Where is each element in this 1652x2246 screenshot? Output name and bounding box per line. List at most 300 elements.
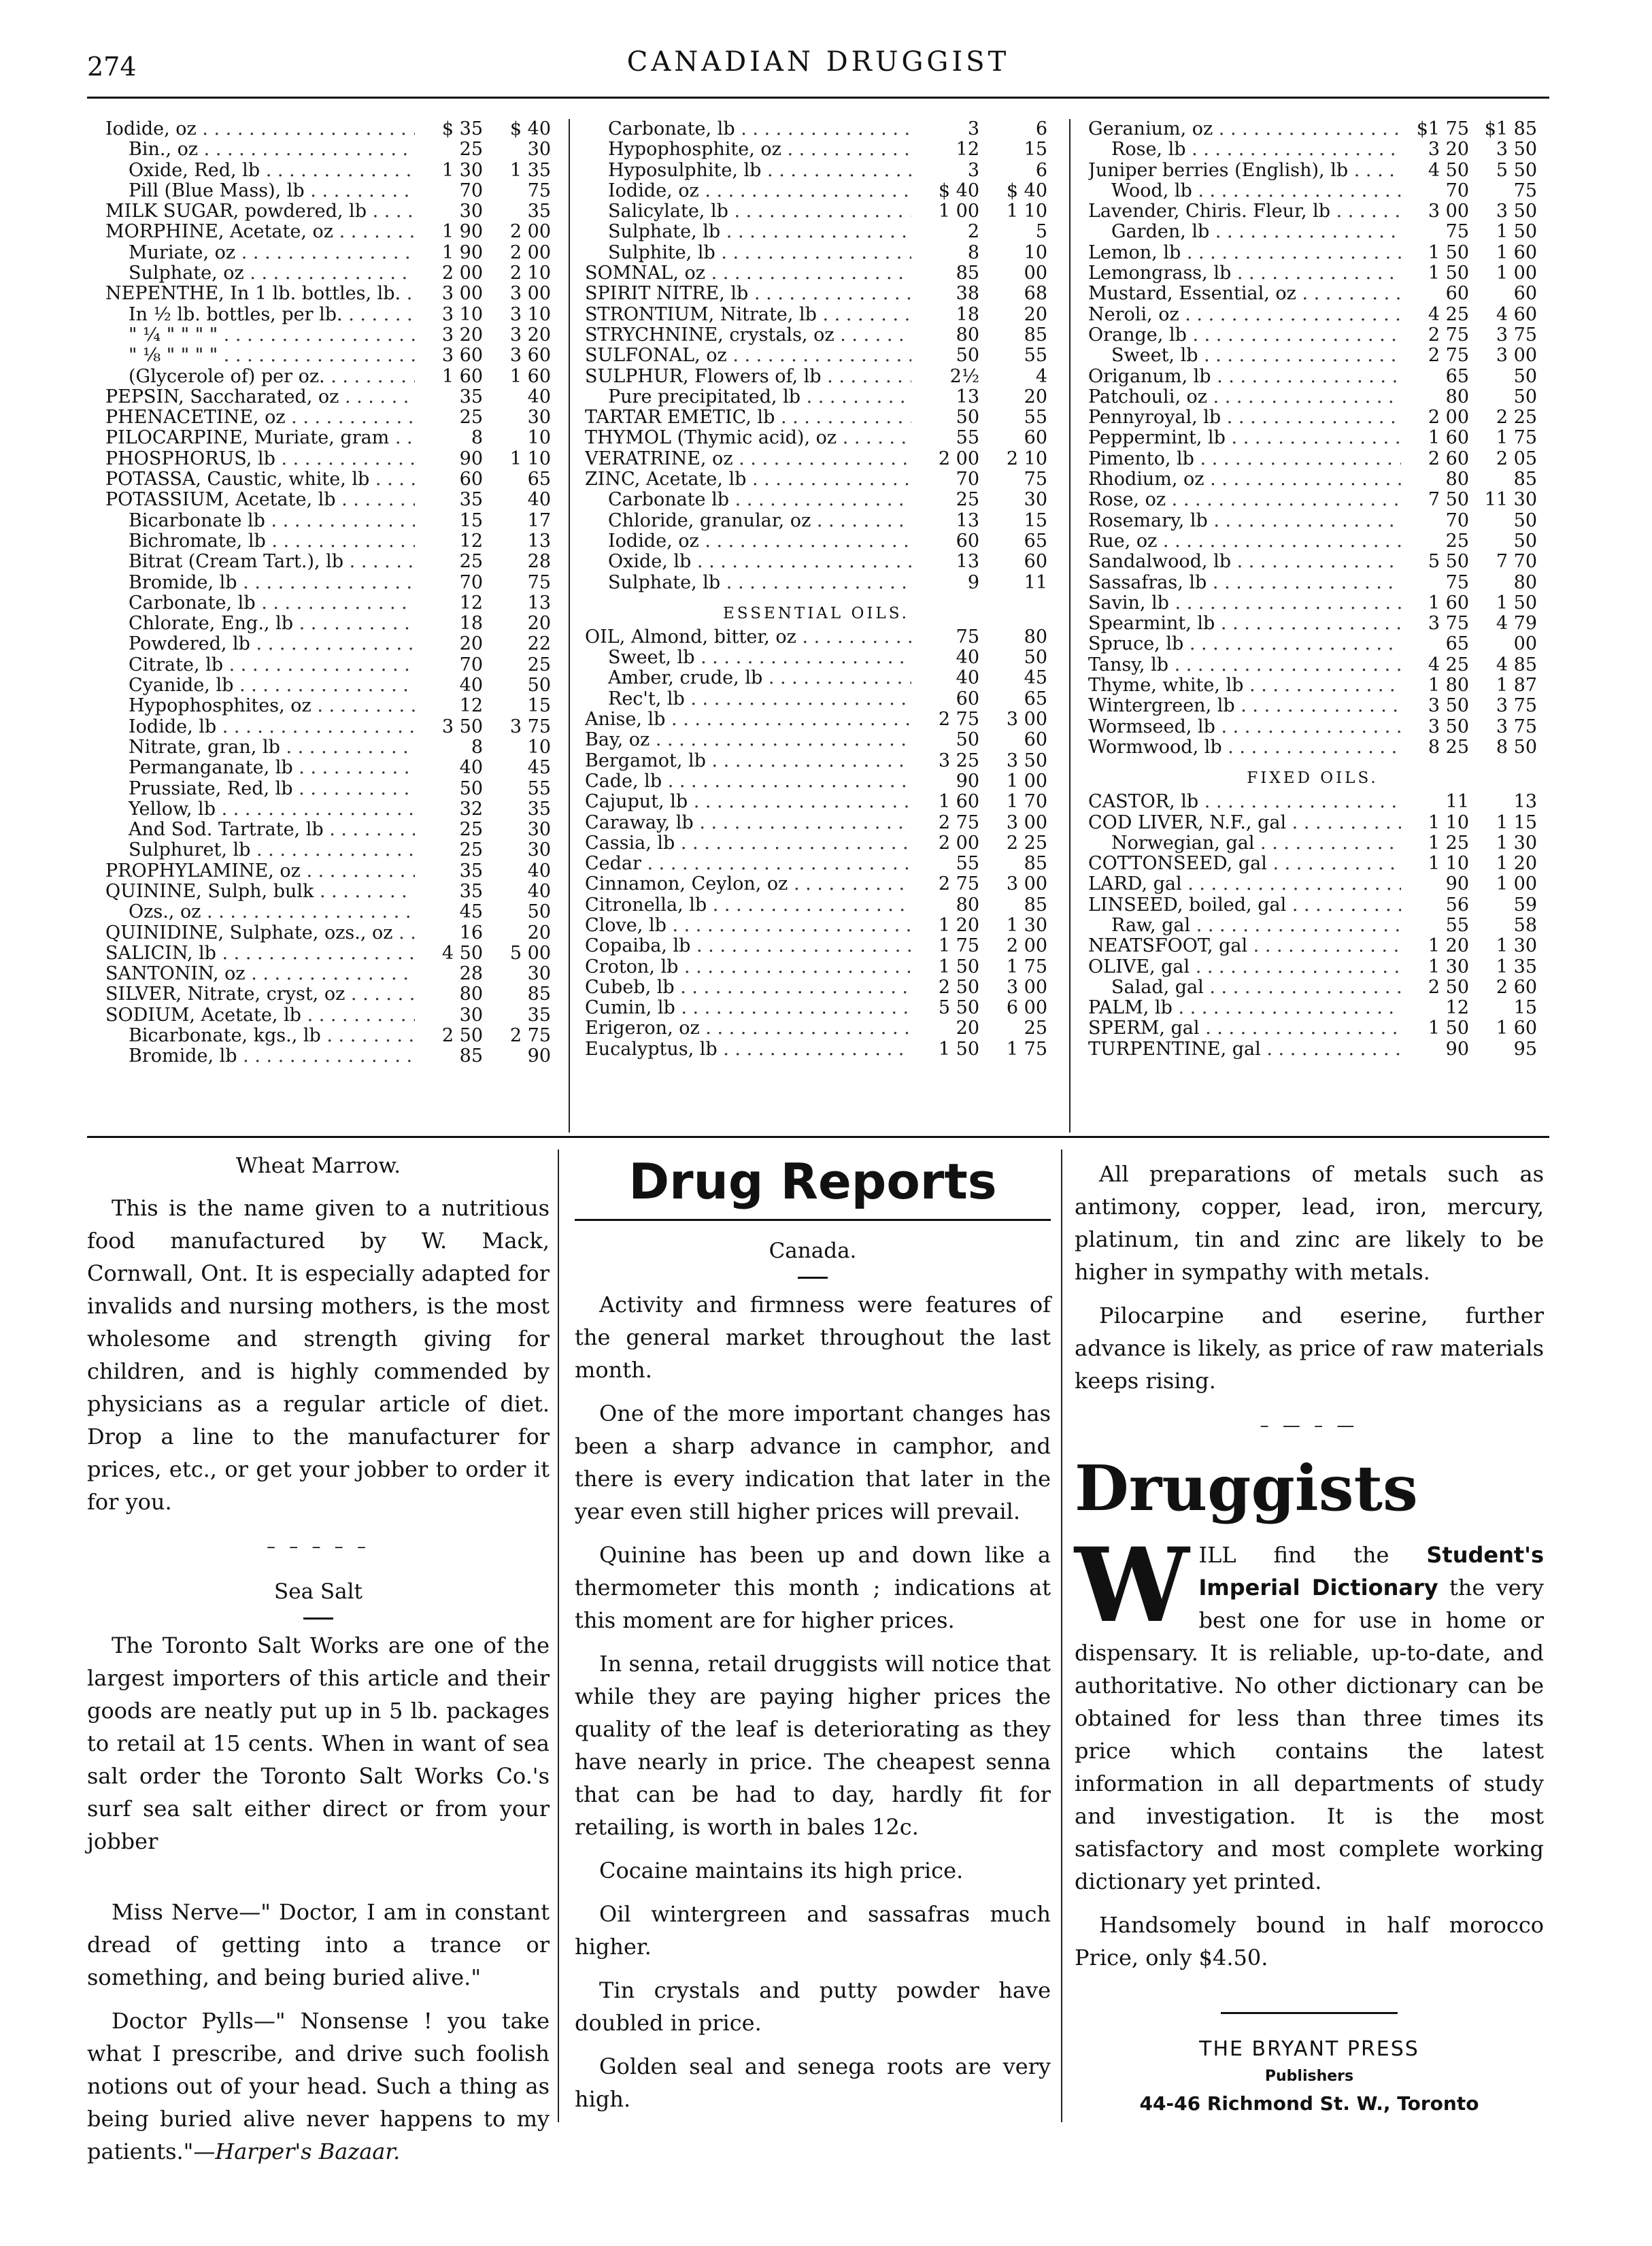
- price-low: 3 20: [1428, 139, 1469, 161]
- price-row: [1088, 469, 1537, 490]
- left-article-column: [87, 1150, 550, 2179]
- price-low: 18: [956, 303, 979, 325]
- price-low: 75: [1445, 221, 1469, 243]
- price-row: [585, 511, 1047, 531]
- price-row: [1088, 895, 1537, 916]
- price-high: 40: [527, 489, 551, 511]
- price-low: 20: [459, 633, 483, 655]
- price-high: 58: [1513, 914, 1537, 936]
- price-column-1: [105, 119, 551, 1067]
- item-name: Wormseed, lb . . .: [1088, 717, 1401, 737]
- item-name: Tansy, lb . . .: [1088, 655, 1401, 675]
- price-high: 65: [1024, 530, 1047, 552]
- price-low: 2 50: [441, 1025, 483, 1047]
- price-row: [105, 201, 551, 222]
- price-low: 70: [1445, 509, 1469, 531]
- price-row: [105, 222, 551, 242]
- price-high: 3 00: [1006, 873, 1047, 895]
- price-high: 20: [527, 922, 551, 943]
- price-row: [105, 675, 551, 696]
- price-low: 1 10: [1428, 853, 1469, 875]
- item-name: Salad, gal . . .: [1088, 977, 1401, 998]
- price-low: 2 75: [1428, 345, 1469, 367]
- item-name: Origanum, lb . . .: [1088, 367, 1401, 387]
- price-low: 90: [1445, 873, 1469, 895]
- price-high: 50: [1513, 509, 1537, 531]
- price-high: 65: [527, 469, 551, 490]
- price-row: [585, 689, 1047, 709]
- price-high: 30: [527, 819, 551, 841]
- item-name: Iodide, oz . . .: [585, 181, 911, 201]
- price-row: [105, 449, 551, 469]
- price-row: [105, 779, 551, 799]
- price-low: 70: [956, 469, 979, 490]
- item-name: PEPSIN, Saccharated, oz . . .: [105, 387, 415, 407]
- price-high: 2 75: [509, 1025, 551, 1047]
- price-low: 35: [459, 489, 483, 511]
- price-low: 2 75: [938, 709, 979, 731]
- item-name: " ¼ " " " " . . .: [105, 325, 415, 346]
- advert-text: the very best one for use in home or dispensary. It is reliable, up-to-date, and authoritative. No other dictionary can be obtained for less than three times its price which contains the latest information in all departments of study and investigation. It is the most satisfactory and most complete working dictionary yet printed.: [1075, 1575, 1545, 1894]
- price-row: [1088, 139, 1537, 160]
- price-low: 20: [956, 1018, 979, 1039]
- price-low: 4 25: [1428, 303, 1469, 325]
- price-row: [585, 833, 1047, 854]
- item-name: Bromide, lb . . .: [105, 1046, 415, 1067]
- item-name: Cubeb, lb . . .: [585, 977, 911, 998]
- price-low: 28: [459, 963, 483, 985]
- price-low: 18: [459, 613, 483, 635]
- item-name: MORPHINE, Acetate, oz . . .: [105, 222, 415, 242]
- price-row: [1088, 449, 1537, 469]
- price-row: [105, 840, 551, 860]
- item-name: Pennyroyal, lb . . .: [1088, 407, 1401, 428]
- price-high: 1 30: [1496, 935, 1537, 957]
- price-row: [1088, 675, 1537, 696]
- price-high: $ 40: [1006, 180, 1047, 201]
- item-name: COD LIVER, N.F., gal . . .: [1088, 813, 1401, 833]
- price-row: [585, 181, 1047, 201]
- price-row: [105, 717, 551, 737]
- item-name: Bitrat (Cream Tart.), lb . . .: [105, 552, 415, 572]
- item-name: STRONTIUM, Nitrate, lb . . .: [585, 305, 911, 325]
- price-row: [105, 284, 551, 304]
- price-high: 85: [1024, 894, 1047, 916]
- price-high: 50: [1513, 365, 1537, 387]
- price-row: [105, 1005, 551, 1026]
- item-name: Oxide, lb . . .: [585, 552, 911, 572]
- item-name: Hypophosphites, oz . . .: [105, 696, 415, 716]
- price-low: 7 50: [1428, 489, 1469, 511]
- price-row: [585, 428, 1047, 448]
- price-row: [585, 668, 1047, 688]
- item-name: Sulphate, lb . . .: [585, 573, 911, 593]
- price-row: [585, 998, 1047, 1018]
- price-low: 45: [459, 901, 483, 923]
- price-low: 5 50: [1428, 551, 1469, 573]
- price-low: 1 50: [1428, 1018, 1469, 1039]
- price-low: 8: [967, 241, 979, 263]
- item-name: Lavender, Chiris. Fleur, lb . . .: [1088, 201, 1401, 222]
- price-high: 40: [527, 880, 551, 902]
- price-low: 8: [471, 736, 483, 758]
- price-low: 25: [956, 489, 979, 511]
- price-high: 85: [527, 984, 551, 1005]
- right-article-column: [1075, 1158, 1544, 2119]
- price-row: [1088, 263, 1537, 284]
- price-row: [1088, 593, 1537, 614]
- price-high: 15: [1024, 139, 1047, 161]
- price-low: 3 00: [1428, 201, 1469, 222]
- price-high: 30: [527, 839, 551, 861]
- price-row: [585, 490, 1047, 510]
- price-low: 12: [459, 695, 483, 717]
- price-high: 2 10: [509, 263, 551, 284]
- price-high: 15: [527, 695, 551, 717]
- advert-title: Druggists: [1075, 1452, 1418, 1525]
- price-low: 1 30: [441, 159, 483, 181]
- price-row: [105, 573, 551, 593]
- item-name: Garden, lb . . .: [1088, 222, 1401, 242]
- price-row: [1088, 305, 1537, 325]
- price-low: 1 10: [1428, 811, 1469, 833]
- price-high: 1 75: [1006, 956, 1047, 977]
- price-row: [1088, 243, 1537, 263]
- price-row: [1088, 634, 1537, 654]
- item-name: Citronella, lb . . .: [585, 895, 911, 916]
- price-low: 3 50: [1428, 716, 1469, 737]
- item-name: Amber, crude, lb . . .: [585, 668, 911, 688]
- price-row: [105, 593, 551, 614]
- item-name: Sassafras, lb . . .: [1088, 573, 1401, 593]
- price-high: 10: [1024, 241, 1047, 263]
- price-high: 1 35: [1496, 956, 1537, 977]
- price-low: 11: [1445, 791, 1469, 813]
- price-low: 2½: [949, 365, 979, 387]
- price-low: 2 60: [1428, 448, 1469, 469]
- price-high: 3 75: [1496, 324, 1537, 346]
- item-name: QUININE, Sulph, bulk . . .: [105, 882, 415, 902]
- item-name: PILOCARPINE, Muriate, gram . . .: [105, 428, 415, 448]
- price-low: 1 50: [1428, 241, 1469, 263]
- price-row: [1088, 284, 1537, 304]
- item-name: Caraway, lb . . .: [585, 813, 911, 833]
- price-row: [105, 1046, 551, 1067]
- price-low: 8 25: [1428, 736, 1469, 758]
- journal-title: CANADIAN DRUGGIST: [626, 46, 1010, 78]
- price-high: 7 70: [1496, 551, 1537, 573]
- item-name: Juniper berries (English), lb . . .: [1088, 161, 1401, 181]
- price-row: [585, 161, 1047, 181]
- price-row: [105, 799, 551, 820]
- price-low: 16: [459, 922, 483, 943]
- price-row: [1088, 737, 1537, 758]
- price-high: 1 00: [1006, 770, 1047, 792]
- price-high: 5 00: [509, 942, 551, 964]
- running-header: [87, 46, 1549, 94]
- price-high: 25: [1024, 1018, 1047, 1039]
- item-name: Bichromate, lb . . .: [105, 531, 415, 552]
- price-row: [1088, 717, 1537, 737]
- price-low: 2 50: [1428, 976, 1469, 998]
- price-row: [1088, 552, 1537, 572]
- item-name: Pimento, lb . . .: [1088, 449, 1401, 469]
- item-name: STRYCHNINE, crystals, oz . . .: [585, 325, 911, 346]
- price-high: 3 75: [1496, 716, 1537, 737]
- price-high: 2 60: [1496, 976, 1537, 998]
- price-low: 1 50: [1428, 263, 1469, 284]
- price-row: [1088, 998, 1537, 1018]
- item-name: Rhodium, oz . . .: [1088, 469, 1401, 490]
- price-high: 13: [527, 592, 551, 614]
- item-name: PHOSPHORUS, lb . . .: [105, 449, 415, 469]
- price-high: 1 75: [1496, 427, 1537, 449]
- price-high: 11: [1024, 571, 1047, 593]
- price-high: 1 60: [1496, 1018, 1537, 1039]
- price-high: 85: [1513, 469, 1537, 490]
- price-low: 1 60: [938, 791, 979, 813]
- price-high: 75: [527, 180, 551, 201]
- price-low: 8: [471, 427, 483, 449]
- price-row: [585, 874, 1047, 894]
- price-high: 10: [527, 736, 551, 758]
- item-name: Prussiate, Red, lb . . .: [105, 779, 415, 799]
- price-low: 12: [956, 139, 979, 161]
- price-high: 1 30: [1496, 832, 1537, 854]
- price-row: [1088, 936, 1537, 956]
- header-rule: [87, 97, 1549, 99]
- price-low: 3 20: [441, 324, 483, 346]
- price-low: 4 50: [1428, 159, 1469, 181]
- price-row: [1088, 655, 1537, 675]
- price-high: 6 00: [1006, 997, 1047, 1019]
- price-high: 5: [1035, 221, 1047, 243]
- joke-text: Doctor Pylls—" Nonsense ! you take what I prescribe, and drive such foolish notions out of your head. Such a thing as being buried alive never happens to my patients."—: [87, 2008, 550, 2164]
- price-low: 3 00: [441, 283, 483, 305]
- item-name: Cassia, lb . . .: [585, 833, 911, 854]
- price-low: 70: [1445, 180, 1469, 201]
- price-low: 65: [1445, 365, 1469, 387]
- item-name: Wormwood, lb . . .: [1088, 737, 1401, 758]
- price-low: 1 50: [938, 1038, 979, 1060]
- price-high: 3 20: [509, 324, 551, 346]
- price-high: 80: [1513, 571, 1537, 593]
- drug-reports-subtitle: Canada.: [769, 1239, 857, 1263]
- price-high: 20: [527, 613, 551, 635]
- price-low: $ 40: [938, 180, 979, 201]
- item-name: Iodide, oz . . .: [105, 119, 415, 139]
- price-high: 11 30: [1484, 489, 1537, 511]
- price-row: [585, 648, 1047, 668]
- price-high: 60: [1024, 551, 1047, 573]
- price-high: 50: [1513, 530, 1537, 552]
- report-paragraph: Oil wintergreen and sassafras much higher.: [575, 1901, 1051, 1960]
- item-name: Orange, lb . . .: [1088, 325, 1401, 346]
- price-low: 2 00: [938, 448, 979, 469]
- price-high: 50: [527, 901, 551, 923]
- item-name: QUINIDINE, Sulphate, ozs., oz . . .: [105, 923, 415, 943]
- item-name: Sweet, lb . . .: [585, 648, 911, 668]
- item-name: Muriate, oz . . .: [105, 243, 415, 263]
- advert-lead: ILL find the: [1198, 1542, 1389, 1568]
- title-rule: [303, 1618, 333, 1620]
- price-high: 60: [1513, 283, 1537, 305]
- price-high: 13: [527, 530, 551, 552]
- price-row: [585, 325, 1047, 346]
- item-name: Mustard, Essential, oz . . .: [1088, 284, 1401, 304]
- subtitle-rule: [798, 1277, 828, 1279]
- price-row: [105, 820, 551, 840]
- price-high: 3 75: [1496, 695, 1537, 717]
- item-name: Savin, lb . . .: [1088, 593, 1401, 614]
- price-high: 55: [1024, 407, 1047, 429]
- price-column-2: [585, 119, 1047, 1060]
- section-heading: ESSENTIAL OILS.: [723, 604, 909, 622]
- price-low: 25: [459, 819, 483, 841]
- price-low: 1 90: [441, 221, 483, 243]
- price-low: 85: [459, 1045, 483, 1067]
- price-row: [585, 1018, 1047, 1039]
- price-low: 13: [956, 386, 979, 407]
- price-row: [1088, 407, 1537, 428]
- price-row: [585, 222, 1047, 242]
- price-row: [1088, 916, 1537, 936]
- item-name: Carbonate, lb . . .: [585, 119, 911, 139]
- joke-source: Harper's Bazaar.: [215, 2139, 401, 2164]
- price-row: [585, 139, 1047, 160]
- item-name: Pill (Blue Mass), lb . . .: [105, 181, 415, 201]
- item-name: POTASSA, Caustic, white, lb . . .: [105, 469, 415, 490]
- price-row: [1088, 119, 1537, 139]
- price-row: [105, 1026, 551, 1046]
- sea-salt-title: Sea Salt: [273, 1579, 363, 1604]
- item-name: Clove, lb . . .: [585, 916, 911, 936]
- price-row: [1088, 511, 1537, 531]
- price-high: 3 00: [509, 283, 551, 305]
- price-row: [1088, 977, 1537, 998]
- price-high: 20: [1024, 303, 1047, 325]
- price-low: 70: [459, 654, 483, 675]
- item-name: Hypophosphite, oz . . .: [585, 139, 911, 160]
- price-row: [105, 552, 551, 572]
- price-row: [1088, 201, 1537, 222]
- item-name: OIL, Almond, bitter, oz . . .: [585, 627, 911, 648]
- price-high: $1 85: [1484, 118, 1537, 139]
- price-low: 38: [956, 283, 979, 305]
- price-high: 1 87: [1496, 675, 1537, 697]
- price-row: [105, 882, 551, 902]
- price-high: 2 25: [1496, 407, 1537, 429]
- joke-line-2: [87, 2005, 550, 2168]
- item-name: Ozs., oz . . .: [105, 902, 415, 922]
- price-high: 3 10: [509, 303, 551, 325]
- item-name: Carbonate lb . . .: [585, 490, 911, 510]
- price-high: 30: [527, 407, 551, 429]
- price-row: [105, 655, 551, 675]
- drug-reports-column: [575, 1151, 1051, 2126]
- price-high: 50: [1513, 386, 1537, 407]
- price-high: 55: [527, 777, 551, 799]
- price-low: 2 50: [938, 976, 979, 998]
- price-row: [1088, 874, 1537, 894]
- price-low: 30: [459, 1004, 483, 1026]
- item-name: Sulphate, lb . . .: [585, 222, 911, 242]
- price-high: 75: [1513, 180, 1537, 201]
- item-name: Norwegian, gal . . .: [1088, 833, 1401, 854]
- price-low: 90: [956, 770, 979, 792]
- price-row: [585, 305, 1047, 325]
- price-row: [585, 449, 1047, 469]
- item-name: (Glycerole of) per oz. . . .: [105, 367, 415, 387]
- item-name: Yellow, lb . . .: [105, 799, 415, 820]
- item-name: TURPENTINE, gal . . .: [1088, 1039, 1401, 1060]
- price-low: 1 60: [1428, 427, 1469, 449]
- report-paragraph: Activity and firmness were features of the general market throughout the last month.: [575, 1292, 1051, 1383]
- report-paragraph: One of the more important changes has been a sharp advance in camphor, and there is every indication that later in the year even still higher prices will prevail.: [575, 1401, 1051, 1524]
- item-name: ZINC, Acetate, lb . . .: [585, 469, 911, 490]
- price-low: 25: [459, 551, 483, 573]
- item-name: Geranium, oz . . .: [1088, 119, 1401, 139]
- price-high: 45: [527, 757, 551, 779]
- price-low: 15: [459, 509, 483, 531]
- price-high: 85: [1024, 324, 1047, 346]
- price-row: [1088, 181, 1537, 201]
- item-name: CASTOR, lb . . .: [1088, 792, 1401, 812]
- item-name: Powdered, lb . . .: [105, 634, 415, 654]
- price-row: [1088, 161, 1537, 181]
- drug-reports-title: Drug Reports: [628, 1153, 997, 1210]
- price-high: 3 00: [1006, 709, 1047, 731]
- item-name: " ⅛ " " " " . . .: [105, 346, 415, 366]
- price-low: 65: [1445, 633, 1469, 655]
- price-low: 25: [459, 407, 483, 429]
- price-row: [105, 387, 551, 407]
- price-low: 4 50: [441, 942, 483, 964]
- price-high: 95: [1513, 1038, 1537, 1060]
- item-name: Oxide, Red, lb . . .: [105, 161, 415, 181]
- price-row: [105, 263, 551, 284]
- item-name: TARTAR EMETIC, lb . . .: [585, 407, 911, 428]
- price-high: 30: [527, 963, 551, 985]
- price-row: [585, 916, 1047, 936]
- item-name: Bay, oz . . .: [585, 730, 911, 750]
- price-high: 35: [527, 201, 551, 222]
- price-high: 28: [527, 551, 551, 573]
- price-low: 2 00: [1428, 407, 1469, 429]
- price-low: 3 50: [1428, 695, 1469, 717]
- price-low: 32: [459, 798, 483, 820]
- price-high: 50: [527, 675, 551, 697]
- price-row: [585, 730, 1047, 750]
- item-name: Peppermint, lb . . .: [1088, 428, 1401, 448]
- price-row: [585, 243, 1047, 263]
- item-name: Sulphite, lb . . .: [585, 243, 911, 263]
- price-low: 50: [956, 729, 979, 751]
- price-low: 60: [956, 530, 979, 552]
- price-row: [105, 161, 551, 181]
- price-row: [585, 346, 1047, 366]
- price-low: 50: [956, 407, 979, 429]
- price-low: 12: [459, 530, 483, 552]
- item-name: And Sod. Tartrate, lb . . .: [105, 820, 415, 840]
- price-high: 75: [1024, 469, 1047, 490]
- item-name: Cade, lb . . .: [585, 771, 911, 792]
- price-row: [585, 627, 1047, 648]
- joke-line-1: Miss Nerve—" Doctor, I am in constant dread of getting into a trance or something, and being buried alive.": [87, 1899, 550, 1990]
- sea-salt-body: The Toronto Salt Works are one of the largest importers of this article and their goods are neatly put up in 5 lb. packages to retail at 15 cents. When in want of sea salt order the Toronto Salt Works Co.'s surf sea salt either direct or from your jobber: [87, 1632, 550, 1854]
- item-name: PHENACETINE, oz . . .: [105, 407, 415, 428]
- price-low: 13: [956, 551, 979, 573]
